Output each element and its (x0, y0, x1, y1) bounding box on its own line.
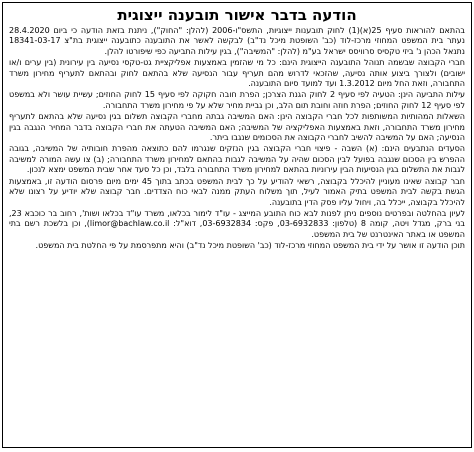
notice-title: הודעה בדבר אישור תובענה ייצוגית (117, 6, 357, 24)
notice-paragraph-class-members: חברי הקבוצה שבשמה תנוהל התובענה הייצוגית הינם: כל מי שהזמין באמצעות אפליקציית גט-טקסי נסיעה בין עירונית (בין ערים ו/או ישובים) ולצורך ביצוע אותה נסיעה, שהזכאי לדרוש מהם תעריף עבור הנסיעה שלא בהתאם לחוק ובהתאם לתעריף מחירון משרד התחבורה, וזאת החל מיום 1.3.2012 ועד למועד סיום התובענה. (9, 58, 465, 89)
legal-notice (2, 2, 472, 448)
notice-paragraph-contact: לעיון בהחלטה ובפרטים נוספים ניתן לפנות לבא כוח התובע המייצג - עו"ד לימור בכלאו, משרד עו"ד בכלאו ושות', רחוב בר כוכבא 23, בני ברק, מגדל ויטה, קומה 8 (טלפון: 03-6932833, פקס: 03-6932834, דוא"ל: limor@bachlaw.co.il), וכן בלשכת רשם בתי המשפט או באתר האינטרנט של בית המשפט. (9, 208, 466, 239)
notice-paragraph-common-questions: השאלות המהותיות המשותפות לכל חברי הקבוצה הינן: האם המשיבה גבתה מחברי הקבוצה תשלום בגין נסיעה שלא בהתאם לתעריף מחירון משרד התחבורה, וזאת באמצעות האפליקציה של המשיבה; האם המשיבה הטעתה את חברי הקבוצה בדבר המחיר הנגבה בגין הנסיעה; האם על המשיבה להשיב לחברי הקבוצה את הסכומים שנגבו ביתר. (9, 112, 465, 143)
notice-paragraph-approval: תוכן הודעה זו אושר על ידי בית המשפט המחוזי מרכז-לוד (כב' השופטת מיכל נד"ב) והיא מתפרסמת על פי החלטת בית המשפט. (35, 241, 465, 251)
notice-paragraph-causes: עילות התביעה הינן: הטעיה לפי סעיף 2 לחוק הגנת הצרכן; הפרת חובה חקוקה לפי סעיף 15 לחוק החוזים; עשיית עושר ולא במשפט לפי סעיף 12 לחוק החוזים; הפרת חוזה וחובת תום הלב, וכן גביית מחיר שלא על פי מחירון משרד התחבורה. (9, 90, 465, 110)
notice-paragraph-intro: בהתאם להוראות סעיף 25(א)(1) לחוק תובענות ייצוגיות, התשס"ו-2006 (להלן: "החוק"), ניתנת בזאת הודעה כי ביום 28.4.2020 נעתר בית המשפט המחוזי מרכז-לוד (כב' השופטת מיכל נד"ב) לבקשה לאשר את התובענה כתובענה ייצוגית בת"צ 18341-03-17 נתנאל הכהן נ' ביזי טקסיס סרוויסס ישראל בע"מ (להלן: "המשיבה"), בגין עילות התביעה כפי שיפורטו להלן. (9, 26, 465, 56)
notice-paragraph-opt-out: חבר קבוצה שאינו מעוניין להיכלל בקבוצה, רשאי להודיע על כך לבית המשפט בכתב בתוך 45 ימים מיום פרסום הודעה זו, באמצעות הגשת בקשה לבית המשפט בתיק האמור לעיל, תוך משלוח העתק ממנה לבאי כוח הצדדים. חבר קבוצה שלא יודיע על רצונו שלא להיכלל בקבוצה, ייכלל בה, ויחול עליו פסק הדין בתובענה. (9, 176, 466, 207)
notice-paragraph-remedies: הסעדים הנתבעים הינם: (א) השבה - פיצוי חברי הקבוצה בגין הנזקים שנגרמו להם כתוצאה מהפרת חובותיה של המשיבה, בגובה ההפרש בין הסכום שנגבה בפועל לבין הסכום שהיה על המשיבה לגבות בהתאם למחירון משרד התחבורה; (ב) צו עשה המורה למשיבה לגבות את התשלום בגין הנסיעות הבין עירוניות בהתאם למחירון משרד התחבורה בלבד, וכן כל סעד אחר שבית המשפט ימצא לנכון. (9, 144, 465, 175)
